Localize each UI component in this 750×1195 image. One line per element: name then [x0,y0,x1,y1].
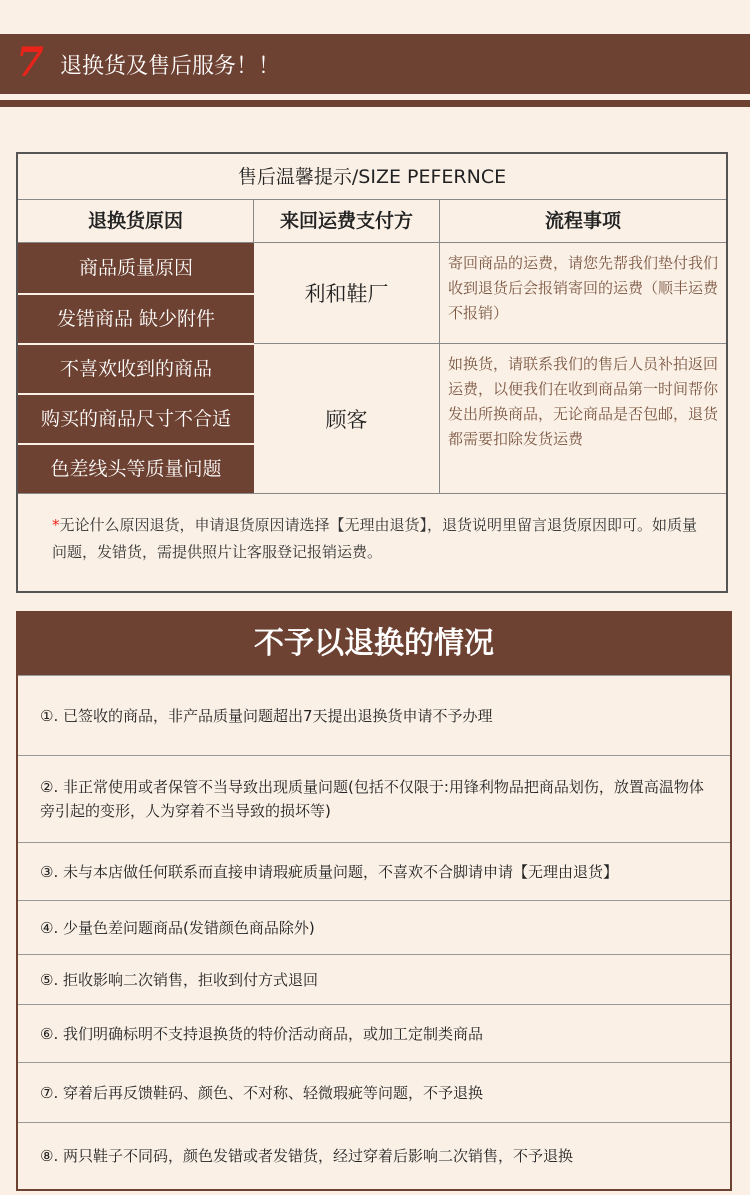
list-item: ①. 已签收的商品，非产品质量问题超出7天提出退换货申请不予办理 [18,675,730,755]
process-group1: 寄回商品的运费，请您先帮我们垫付我们收到退货后会报销寄回的运费（顺丰运费不报销） [448,254,719,322]
list-item: ②. 非正常使用或者保管不当导致出现质量问题(包括不仅限于:用锋利物品把商品划伤，放置高温物体旁引起的变形，人为穿着不当导致的损坏等) [18,755,730,842]
section-title: 退换货及售后服务！！ [60,54,281,79]
column-header-payer: 来回运费支付方 [254,200,440,243]
note-star: * [52,516,60,534]
section-number: 7 [16,39,44,86]
note-text: 无论什么原因退货，申请退货原因请选择【无理由退货】，退货说明里留言退货原因即可。如质量问题，发错货，需提供照片让客服登记报销运费。 [52,516,698,561]
list-item: ⑥. 我们明确标明不支持退换货的特价活动商品，或加工定制类商品 [18,1004,730,1062]
process-group2: 如换货，请联系我们的售后人员补拍返回运费，以便我们在收到商品第一时间帮你发出所换商品，无论商品是否包邮，退货都需要扣除发货运费 [448,355,719,448]
list-item: ④. 少量色差问题商品(发错颜色商品除外) [18,900,730,954]
reason-wrong-item: 发错商品 缺少附件 [18,293,254,343]
after-sales-policy-table [16,152,728,593]
policy-note [18,493,726,591]
payer-customer: 顾客 [254,344,440,493]
list-item: ⑤. 拒收影响二次销售，拒收到付方式退回 [18,954,730,1004]
column-header-process: 流程事项 [440,200,726,243]
list-item: ⑧. 两只鞋子不同码，颜色发错或者发错货，经过穿着后影响二次销售，不予退换 [18,1122,730,1189]
policy-table-title: 售后温馨提示/SIZE PEFERNCE [18,154,726,200]
list-item: ③. 未与本店做任何联系而直接申请瑕疵质量问题，不喜欢不合脚请申请【无理由退货】 [18,842,730,900]
payer-factory: 利和鞋厂 [254,243,440,343]
no-return-title: 不予以退换的情况 [18,613,730,675]
list-item: ⑦. 穿着后再反馈鞋码、颜色、不对称、轻微瑕疵等问题，不予退换 [18,1062,730,1122]
header-divider [0,100,750,107]
no-return-conditions-table [16,611,732,1191]
reason-quality: 商品质量原因 [18,243,254,293]
column-header-reason: 退换货原因 [18,200,254,243]
reason-color: 色差线头等质量问题 [18,443,254,493]
reason-dislike: 不喜欢收到的商品 [18,343,254,393]
reason-size: 购买的商品尺寸不合适 [18,393,254,443]
